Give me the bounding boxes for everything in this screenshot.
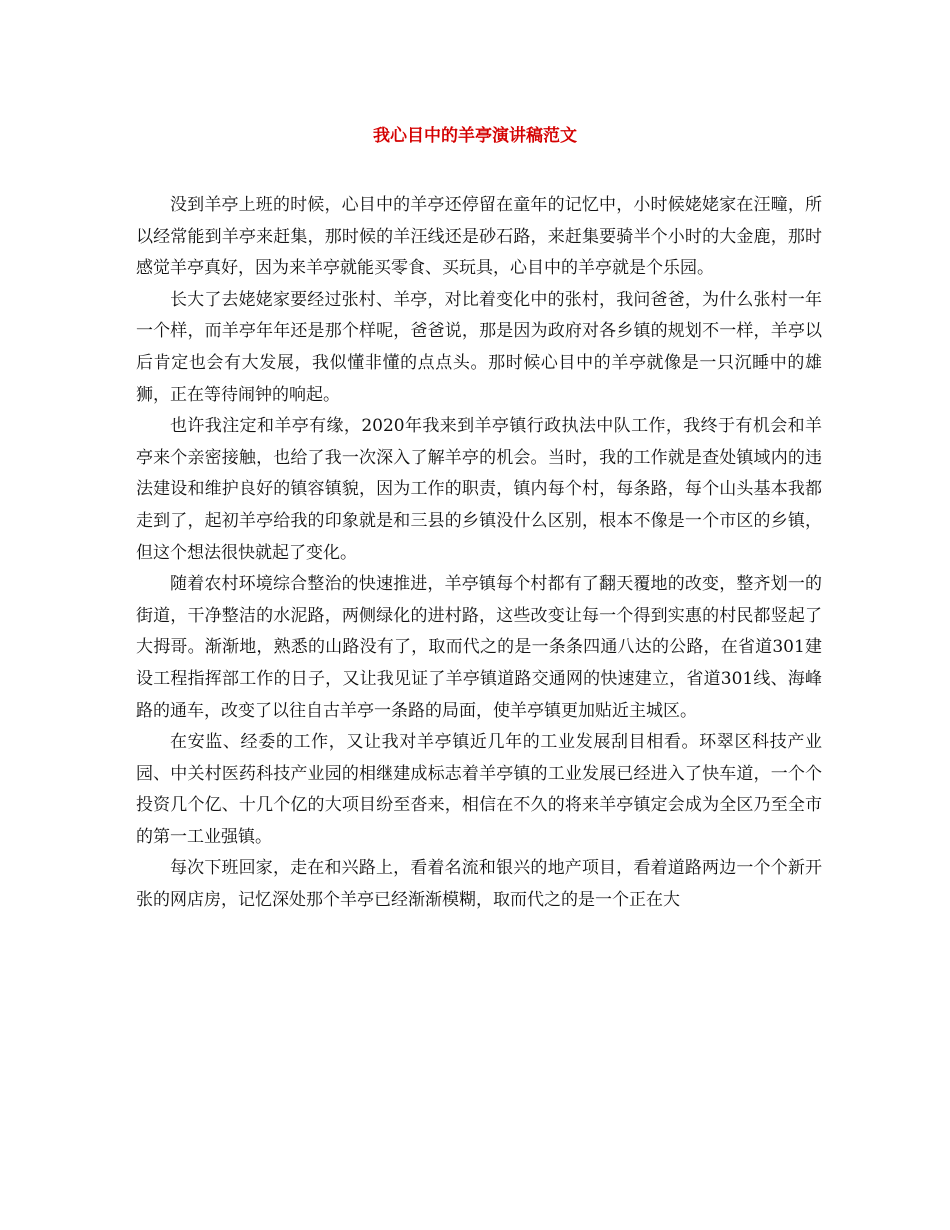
document-body xyxy=(136,190,822,917)
paragraph-4: 随着农村环境综合整治的快速推进，羊亭镇每个村都有了翻天覆地的改变，整齐划一的街道，干净整洁的水泥路，两侧绿化的进村路，这些改变让每一个得到实惠的村民都竖起了大拇哥。渐渐地，熟悉的山路没有了，取而代之的是一条条四通八达的公路，在省道301建设工程指挥部工作的日子，又让我见证了羊亭镇道路交通网的快速建立，省道301线、海峰路的通车，改变了以往自古羊亭一条路的局面，使羊亭镇更加贴近主城区。 xyxy=(136,574,822,721)
document-title: 我心目中的羊亭演讲稿范文 xyxy=(373,126,577,146)
paragraph-3: 也许我注定和羊亭有缘，2020年我来到羊亭镇行政执法中队工作，我终于有机会和羊亭来个亲密接触，也给了我一次深入了解羊亭的机会。当时，我的工作就是查处镇域内的违法建设和维护良好的镇容镇貌，因为工作的职责，镇内每个村，每条路，每个山头基本我都走到了，起初羊亭给我的印象就是和三县的乡镇没什么区别，根本不像是一个市区的乡镇，但这个想法很快就起了变化。 xyxy=(136,416,822,563)
paragraph-1: 没到羊亭上班的时候，心目中的羊亭还停留在童年的记忆中，小时候姥姥家在汪疃，所以经常能到羊亭来赶集，那时候的羊汪线还是砂石路，来赶集要骑半个小时的大金鹿，那时感觉羊亭真好，因为来羊亭就能买零食、买玩具，心目中的羊亭就是个乐园。 xyxy=(136,195,822,279)
paragraph-2: 长大了去姥姥家要经过张村、羊亭，对比着变化中的张村，我问爸爸，为什么张村一年一个样，而羊亭年年还是那个样呢，爸爸说，那是因为政府对各乡镇的规划不一样，羊亭以后肯定也会有大发展，我似懂非懂的点点头。那时候心目中的羊亭就像是一只沉睡中的雄狮，正在等待闹钟的响起。 xyxy=(136,289,822,405)
paragraph-6: 每次下班回家，走在和兴路上，看着名流和银兴的地产项目，看着道路两边一个个新开张的网店房，记忆深处那个羊亭已经渐渐模糊，取而代之的是一个正在大 xyxy=(136,858,822,911)
paragraph-5: 在安监、经委的工作，又让我对羊亭镇近几年的工业发展刮目相看。环翠区科技产业园、中关村医药科技产业园的相继建成标志着羊亭镇的工业发展已经进入了快车道，一个个投资几个亿、十几个亿的大项目纷至沓来，相信在不久的将来羊亭镇定会成为全区乃至全市的第一工业强镇。 xyxy=(136,732,822,847)
